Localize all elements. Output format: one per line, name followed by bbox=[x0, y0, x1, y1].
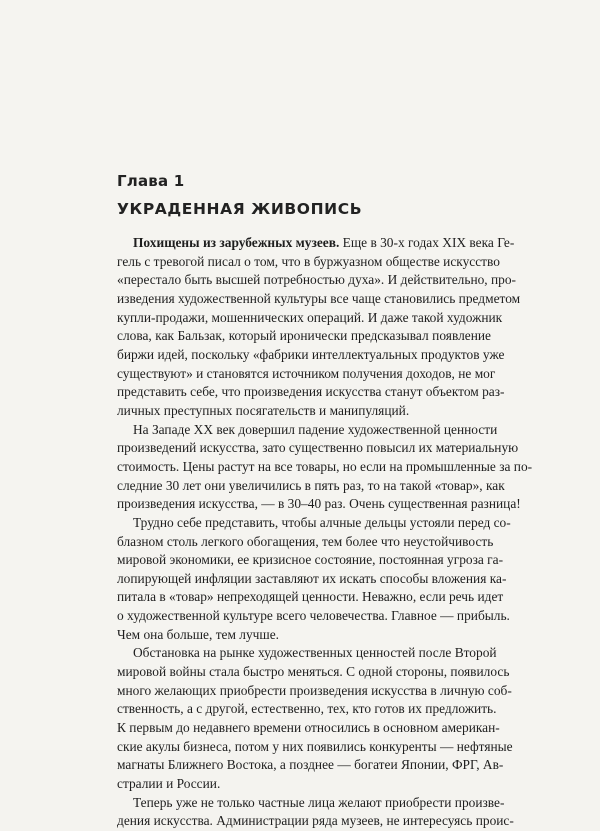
text-line: произведений искусства, зато существенно повысил их материальную bbox=[117, 440, 519, 456]
text-line: гель с тревогой писал о том, что в буржуазном обществе искусство bbox=[117, 253, 500, 269]
text-line: следние 30 лет они увеличились в пять раз, то на такой «товар», как bbox=[117, 477, 505, 493]
paragraph bbox=[117, 794, 514, 831]
text-line: о художественной культуре всего человечества. Главное — прибыль. bbox=[117, 608, 510, 624]
text-line: питала в «товар» непреходящей ценности. Неважно, если речь идет bbox=[117, 589, 504, 605]
text-line: дения искусства. Администрации ряда музеев, не интересуясь проис- bbox=[117, 813, 514, 829]
paragraph bbox=[117, 421, 533, 514]
text-line: Похищены из зарубежных музеев. Еще в 30-х годах XIX века Ге- bbox=[133, 235, 515, 250]
text-line: произведения искусства, — в 30–40 раз. Очень существенная разница! bbox=[117, 496, 521, 512]
chapter-title: УКРАДЕННАЯ ЖИВОПИСЬ bbox=[117, 200, 363, 218]
text-line: биржи идей, поскольку «фабрики интеллектуальных продуктов уже bbox=[117, 346, 505, 362]
text-line: магнаты Ближнего Востока, а позднее — богатеи Японии, ФРГ, Ав- bbox=[117, 757, 504, 773]
text-line: стоимость. Цены растут на все товары, но если на промышленные за по- bbox=[117, 458, 533, 474]
text-line: мировой войны стала быстро меняться. С одной стороны, появилось bbox=[117, 664, 510, 680]
text-line: ственность, а с другой, естественно, тех, кто готов их предложить. bbox=[117, 701, 497, 717]
paragraph-lead: Похищены из зарубежных музеев. bbox=[133, 235, 340, 250]
text-line: много желающих приобрести произведения искусства в личную соб- bbox=[117, 682, 512, 698]
text-line: К первым до недавнего времени относились в основном американ- bbox=[117, 720, 500, 736]
text-line: Теперь уже не только частные лица желают приобрести произве- bbox=[133, 794, 505, 810]
text-line: изведения художественной культуры все чаще становились предметом bbox=[117, 290, 521, 306]
chapter-number: Глава 1 bbox=[117, 172, 185, 190]
paragraph bbox=[117, 234, 521, 421]
text-line: стралии и России. bbox=[117, 776, 221, 792]
text-line: лопирующей инфляции заставляют их искать способы вложения ка- bbox=[117, 570, 507, 586]
paragraph bbox=[117, 514, 511, 645]
text-line: Обстановка на рынке художественных ценностей после Второй bbox=[133, 645, 497, 661]
text-line: личных преступных посягательств и манипуляций. bbox=[117, 402, 410, 418]
body-text bbox=[117, 234, 533, 831]
text-line: мировой экономики, ее кризисное состояние, постоянная угроза га- bbox=[117, 552, 504, 568]
text-line: Чем она больше, тем лучше. bbox=[117, 626, 280, 642]
text-line: купли-продажи, мошеннических операций. И даже такой художник bbox=[117, 309, 503, 325]
text-line: блазном столь легкого обогащения, тем более что неустойчивость bbox=[117, 533, 494, 549]
text-line: ские акулы бизнеса, потом у них появились конкуренты — нефтяные bbox=[117, 738, 513, 754]
text-line: На Западе XX век довершил падение художественной ценности bbox=[133, 421, 498, 437]
text-line: Трудно себе представить, чтобы алчные дельцы устояли перед со- bbox=[133, 514, 511, 530]
text-line: «перестало быть высшей потребностью духа». И действительно, про- bbox=[117, 272, 517, 288]
text-line: существуют» и становятся источником получения доходов, не мог bbox=[117, 365, 496, 381]
text-line: представить себе, что произведения искусства станут объектом раз- bbox=[117, 384, 505, 400]
paragraph bbox=[117, 644, 513, 793]
text-line: слова, как Бальзак, который иронически предсказывал появление bbox=[117, 328, 491, 344]
